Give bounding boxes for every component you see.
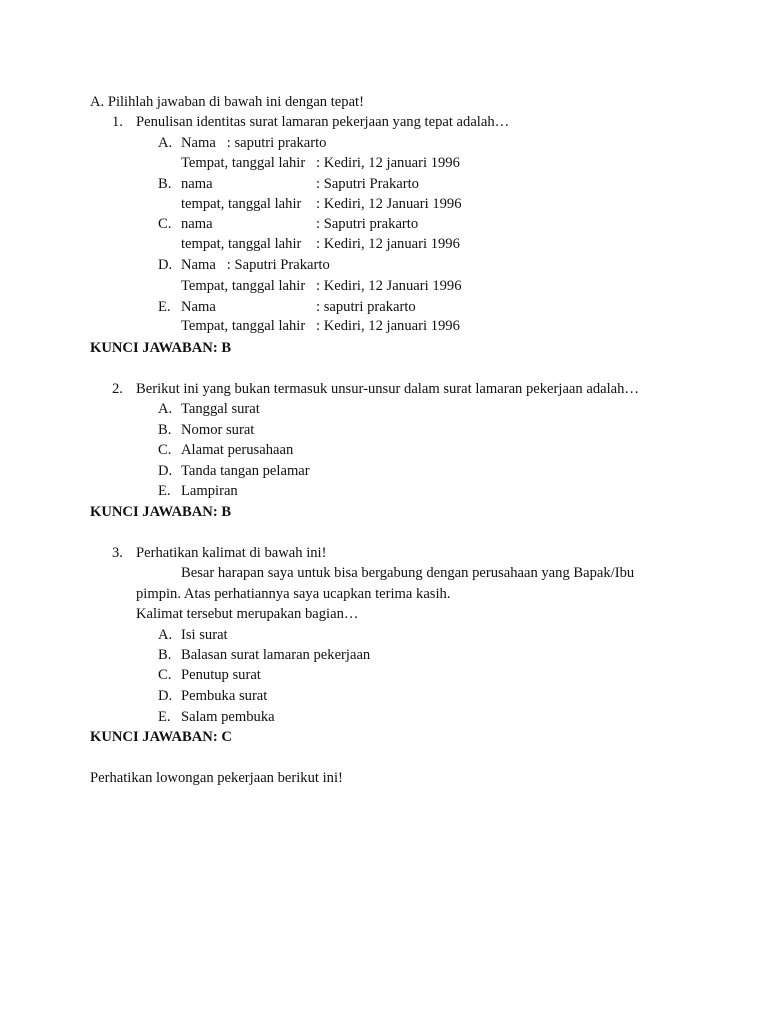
option-letter: E. [158, 483, 171, 499]
option-letter: A. [158, 135, 173, 151]
question-2-text: Berikut ini yang bukan termasuk unsur-unsur dalam surat lamaran pekerjaan adalah… [136, 381, 640, 397]
quote-text: pimpin. Atas perhatiannya saya ucapkan terima kasih. [136, 586, 451, 602]
option-value: : Kediri, 12 januari 1996 [316, 236, 460, 252]
option-letter: B. [158, 176, 172, 192]
option-letter: A. [158, 401, 173, 417]
option-text: Nama : saputri prakarto [181, 135, 327, 151]
option-label: tempat, tanggal lahir [181, 236, 302, 252]
option-label: Tempat, tanggal lahir [181, 278, 306, 294]
question-2-number: 2. [112, 381, 123, 397]
option-letter: D. [158, 688, 173, 704]
option-letter: B. [158, 422, 172, 438]
option-letter: E. [158, 709, 171, 725]
option-letter: C. [158, 667, 172, 683]
option-value: : saputri prakarto [316, 299, 416, 315]
option-text: Nomor surat [181, 422, 255, 438]
option-label: Nama [181, 299, 216, 315]
option-text: Penutup surat [181, 667, 261, 683]
option-letter: A. [158, 627, 173, 643]
option-letter: D. [158, 257, 173, 273]
answer-key: KUNCI JAWABAN: B [90, 340, 232, 356]
option-text: Alamat perusahaan [181, 442, 294, 458]
option-value: : Kediri, 12 Januari 1996 [316, 196, 462, 212]
option-label: tempat, tanggal lahir [181, 196, 302, 212]
option-text: Nama : Saputri Prakarto [181, 257, 330, 273]
option-value: : Saputri Prakarto [316, 176, 419, 192]
option-label: Tempat, tanggal lahir [181, 318, 306, 334]
option-letter: B. [158, 647, 172, 663]
quote-text: Besar harapan saya untuk bisa bergabung dengan perusahaan yang Bapak/Ibu [181, 565, 635, 581]
question-1-number: 1. [112, 114, 123, 130]
option-letter: E. [158, 299, 171, 315]
option-label: Tempat, tanggal lahir [181, 155, 306, 171]
question-3-number: 3. [112, 545, 123, 561]
option-text: Balasan surat lamaran pekerjaan [181, 647, 371, 663]
option-text: Pembuka surat [181, 688, 268, 704]
option-letter: C. [158, 442, 172, 458]
option-value: : Kediri, 12 Januari 1996 [316, 278, 462, 294]
question-prompt: Kalimat tersebut merupakan bagian… [136, 606, 359, 622]
option-label: nama [181, 176, 213, 192]
option-text: Tanda tangan pelamar [181, 463, 310, 479]
question-3-text: Perhatikan kalimat di bawah ini! [136, 545, 327, 561]
answer-key: KUNCI JAWABAN: C [90, 729, 232, 745]
option-text: Salam pembuka [181, 709, 275, 725]
option-letter: D. [158, 463, 173, 479]
section-title: A. Pilihlah jawaban di bawah ini dengan tepat! [90, 94, 364, 110]
option-text: Tanggal surat [181, 401, 260, 417]
question-1-text: Penulisan identitas surat lamaran pekerjaan yang tepat adalah… [136, 114, 510, 130]
option-value: : Saputri prakarto [316, 216, 419, 232]
option-label: nama [181, 216, 213, 232]
option-text: Isi surat [181, 627, 228, 643]
option-text: Lampiran [181, 483, 238, 499]
option-value: : Kediri, 12 januari 1996 [316, 155, 460, 171]
option-letter: C. [158, 216, 172, 232]
closing-instruction: Perhatikan lowongan pekerjaan berikut ini! [90, 770, 343, 786]
answer-key: KUNCI JAWABAN: B [90, 504, 232, 520]
option-value: : Kediri, 12 januari 1996 [316, 318, 460, 334]
